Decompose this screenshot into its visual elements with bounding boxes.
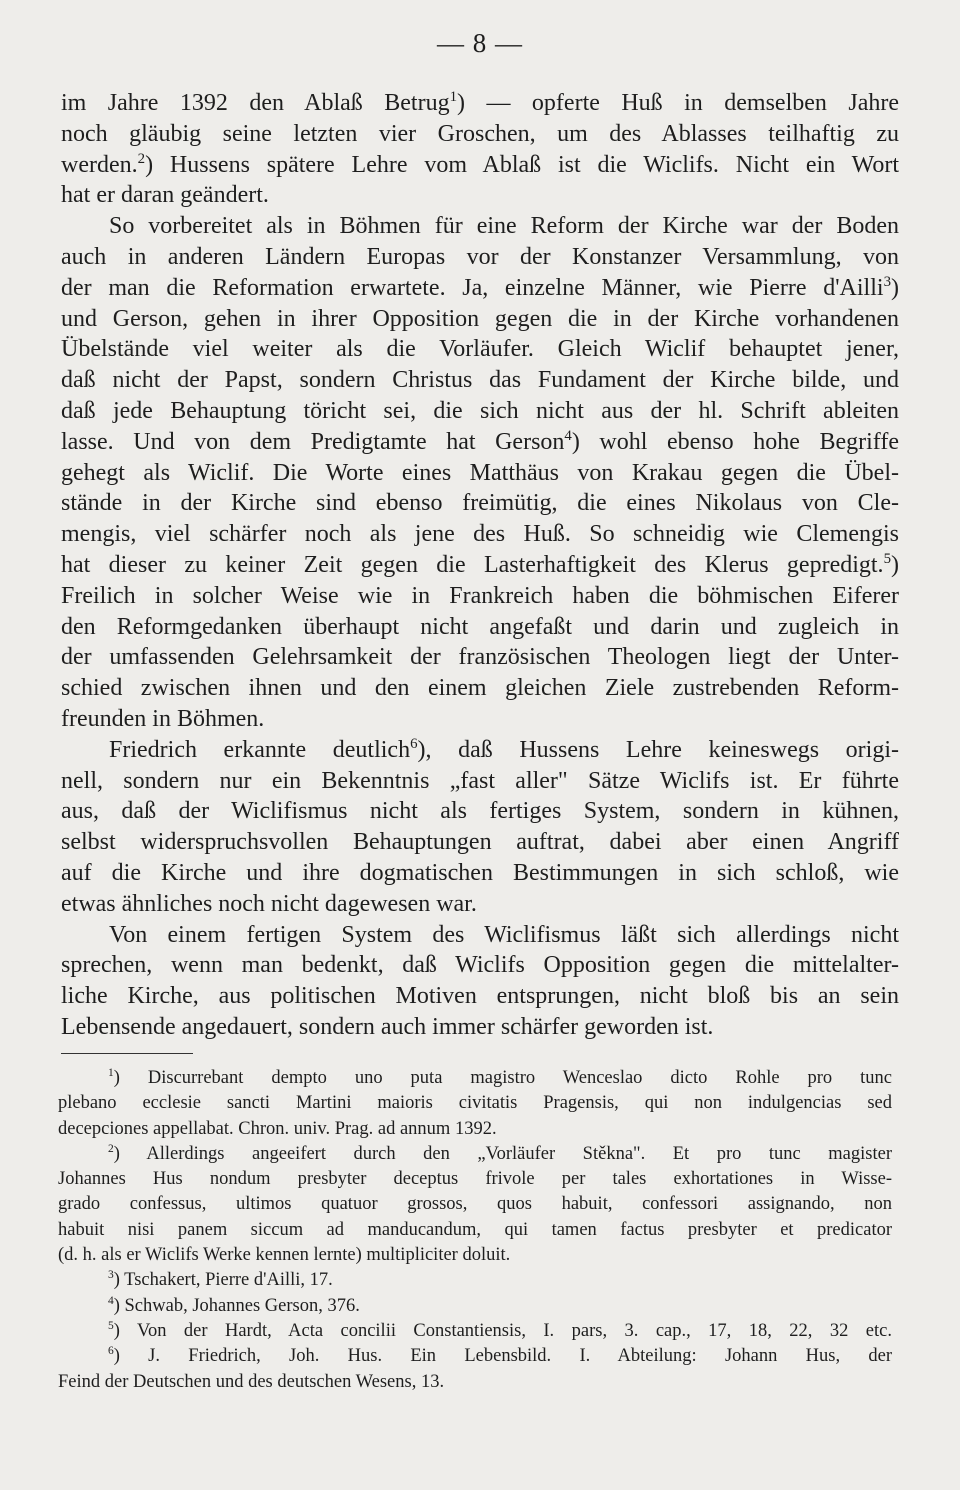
footnote-reference: 5: [883, 550, 891, 567]
line-text: auch in anderen Ländern Europas vor der Konstanzer Versammlung, von: [61, 243, 899, 270]
footnote-text: ) Von der Hardt, Acta concilii Constantiensis, I. pars, 3. cap., 17, 18, 22, 32 etc.: [113, 1320, 892, 1341]
body-line: [61, 796, 899, 827]
line-text: den Reformgedanken überhaupt nicht angefaßt und darin und zugleich in: [61, 613, 899, 640]
footnote-line: [58, 1268, 892, 1293]
footnote-line: [58, 1066, 892, 1091]
footnote-marker: 4: [108, 1294, 114, 1307]
body-line: [61, 304, 899, 335]
body-line: [61, 180, 899, 211]
line-text: nell, sondern nur ein Bekenntnis „fast aller" Sätze Wiclifs ist. Er führte: [61, 767, 899, 794]
line-text: Friedrich erkannte deutlich: [109, 736, 411, 763]
line-text: freunden in Böhmen.: [61, 705, 265, 732]
body-line: [61, 488, 899, 519]
footnote-line: [58, 1294, 892, 1319]
body-line: [61, 273, 899, 304]
footnote-text: Johannes Hus nondum presbyter deceptus frivole per tales exhortationes in Wisse-: [58, 1169, 892, 1190]
footnote-reference: 3: [883, 273, 891, 290]
body-line: [61, 550, 899, 581]
body-line: [61, 119, 899, 150]
body-line: [61, 735, 899, 766]
footnote-divider: [61, 1053, 193, 1054]
line-text: und Gerson, gehen in ihrer Opposition gegen die in der Kirche vorhandenen: [61, 305, 899, 332]
body-text: [61, 88, 899, 1043]
line-text: aus, daß der Wiclifismus nicht als fertiges System, sondern in kühnen,: [61, 798, 899, 825]
line-text: daß jede Behauptung töricht sei, die sich nicht aus der hl. Schrift ableiten: [61, 397, 899, 424]
line-text: Lebensende angedauert, sondern auch immer schärfer geworden ist.: [61, 1013, 714, 1040]
footnote-marker: 6: [108, 1345, 114, 1358]
body-line: [61, 766, 899, 797]
footnote-text: grado confessus, ultimos quatuor grossos, quos habuit, confessori assignando, non: [58, 1194, 892, 1215]
footnotes: [58, 1066, 892, 1395]
footnote-text: ) Tschakert, Pierre d'Ailli, 17.: [113, 1270, 333, 1291]
footnote-marker: 5: [108, 1319, 114, 1332]
body-line: [61, 334, 899, 365]
footnote-line: [58, 1091, 892, 1116]
body-line: [61, 889, 899, 920]
footnote-text: decepciones appellabat. Chron. univ. Prag. ad annum 1392.: [58, 1118, 497, 1139]
line-text-continued: ): [891, 551, 899, 578]
body-line: [61, 427, 899, 458]
footnote-marker: 2: [108, 1142, 114, 1155]
footnote-reference: 2: [137, 150, 146, 167]
body-line: [61, 950, 899, 981]
body-line: [61, 612, 899, 643]
footnote-marker: 3: [108, 1269, 114, 1282]
body-line: [61, 396, 899, 427]
line-text: noch gläubig seine letzten vier Groschen, um des Ablasses teilhaftig zu: [61, 120, 899, 147]
line-text: hat dieser zu keiner Zeit gegen die Lasterhaftigkeit des Klerus gepredigt.: [61, 551, 884, 578]
body-line: [61, 242, 899, 273]
line-text: auf die Kirche und ihre dogmatischen Bestimmungen in sich schloß, wie: [61, 859, 899, 886]
footnote-line: [58, 1192, 892, 1217]
footnote-reference: 4: [564, 427, 572, 444]
line-text: stände in der Kirche sind ebenso freimütig, die eines Nikolaus von Cle-: [61, 490, 899, 517]
line-text: etwas ähnliches noch nicht dagewesen war.: [61, 890, 477, 917]
line-text: mengis, viel schärfer noch als jene des Huß. So schneidig wie Clemengis: [61, 521, 899, 548]
body-line: [61, 519, 899, 550]
line-text-continued: ) Hussens spätere Lehre vom Ablaß ist die Wiclifs. Nicht ein Wort: [145, 151, 899, 178]
body-line: [61, 827, 899, 858]
line-text: im Jahre 1392 den Ablaß Betrug: [61, 90, 450, 116]
footnote-line: [58, 1370, 892, 1395]
body-line: [61, 458, 899, 489]
footnote-line: [58, 1218, 892, 1243]
body-line: [61, 1012, 899, 1043]
footnote-reference: 6: [410, 735, 418, 752]
line-text: hat er daran geändert.: [61, 182, 269, 209]
body-line: [61, 581, 899, 612]
footnote-line: [58, 1117, 892, 1142]
line-text: gehegt als Wiclif. Die Worte eines Matthäus von Krakau gegen die Übel-: [61, 459, 899, 486]
body-line: [61, 704, 899, 735]
line-text: lasse. Und von dem Predigtamte hat Gerson: [61, 428, 565, 455]
footnote-text: ) Allerdings angeeifert durch den „Vorläufer Stěkna". Et pro tunc magister: [113, 1143, 892, 1164]
footnote-marker: 1: [108, 1066, 114, 1079]
body-line: [61, 642, 899, 673]
line-text: der umfassenden Gelehrsamkeit der französischen Theologen liegt der Unter-: [61, 644, 899, 671]
body-line: [61, 211, 899, 242]
footnote-reference: 1: [449, 89, 458, 105]
body-line: [61, 673, 899, 704]
page-number: — 8 —: [437, 28, 523, 58]
footnote-line: [58, 1344, 892, 1369]
body-line: [61, 88, 899, 119]
line-text: daß nicht der Papst, sondern Christus das Fundament der Kirche bilde, und: [61, 367, 899, 394]
line-text: der man die Reformation erwartete. Ja, einzelne Männer, wie Pierre d'Ailli: [61, 274, 884, 301]
line-text: selbst widerspruchsvollen Behauptungen auftrat, dabei aber einen Angriff: [61, 829, 899, 856]
footnote-text: (d. h. als er Wiclifs Werke kennen lernte) multipliciter doluit.: [58, 1245, 511, 1266]
footnote-text: Feind der Deutschen und des deutschen Wesens, 13.: [58, 1371, 445, 1392]
line-text: werden.: [61, 151, 138, 178]
footnote-text: ) Discurrebant dempto uno puta magistro Wenceslao dicto Rohle pro tunc: [113, 1068, 892, 1088]
footnote-text: habuit nisi panem siccum ad manducandum, qui tamen factus presbyter et predicator: [58, 1219, 892, 1240]
line-text: liche Kirche, aus politischen Motiven entsprungen, nicht bloß bis an sein: [61, 983, 899, 1010]
line-text-continued: ) — opferte Huß in demselben Jahre: [457, 90, 899, 116]
footnote-text: ) Schwab, Johannes Gerson, 376.: [113, 1295, 360, 1316]
line-text: So vorbereitet als in Böhmen für eine Reform der Kirche war der Boden: [109, 213, 899, 240]
line-text: Von einem fertigen System des Wiclifismus läßt sich allerdings nicht: [109, 921, 899, 948]
line-text: schied zwischen ihnen und den einem gleichen Ziele zustrebenden Reform-: [61, 675, 899, 702]
body-line: [61, 150, 899, 181]
footnote-text: plebano ecclesie sancti Martini maioris civitatis Pragensis, qui non indulgencias sed: [58, 1093, 892, 1114]
body-line: [61, 981, 899, 1012]
line-text-continued: ), daß Hussens Lehre keineswegs origi-: [417, 736, 900, 763]
footnote-line: [58, 1243, 892, 1268]
footnote-line: [58, 1142, 892, 1167]
line-text: sprechen, wenn man bedenkt, daß Wiclifs Opposition gegen die mittelalter-: [61, 952, 899, 979]
line-text-continued: ): [891, 274, 899, 301]
line-text: Übelstände viel weiter als die Vorläufer. Gleich Wiclif behauptet jener,: [61, 336, 899, 363]
footnote-line: [58, 1167, 892, 1192]
footnote-text: ) J. Friedrich, Joh. Hus. Ein Lebensbild. I. Abteilung: Johann Hus, der: [113, 1346, 892, 1367]
footnote-line: [58, 1319, 892, 1344]
line-text-continued: ) wohl ebenso hohe Begriffe: [571, 428, 900, 455]
line-text: Freilich in solcher Weise wie in Frankreich haben die böhmischen Eiferer: [61, 582, 899, 609]
body-line: [61, 920, 899, 951]
body-line: [61, 858, 899, 889]
body-line: [61, 365, 899, 396]
